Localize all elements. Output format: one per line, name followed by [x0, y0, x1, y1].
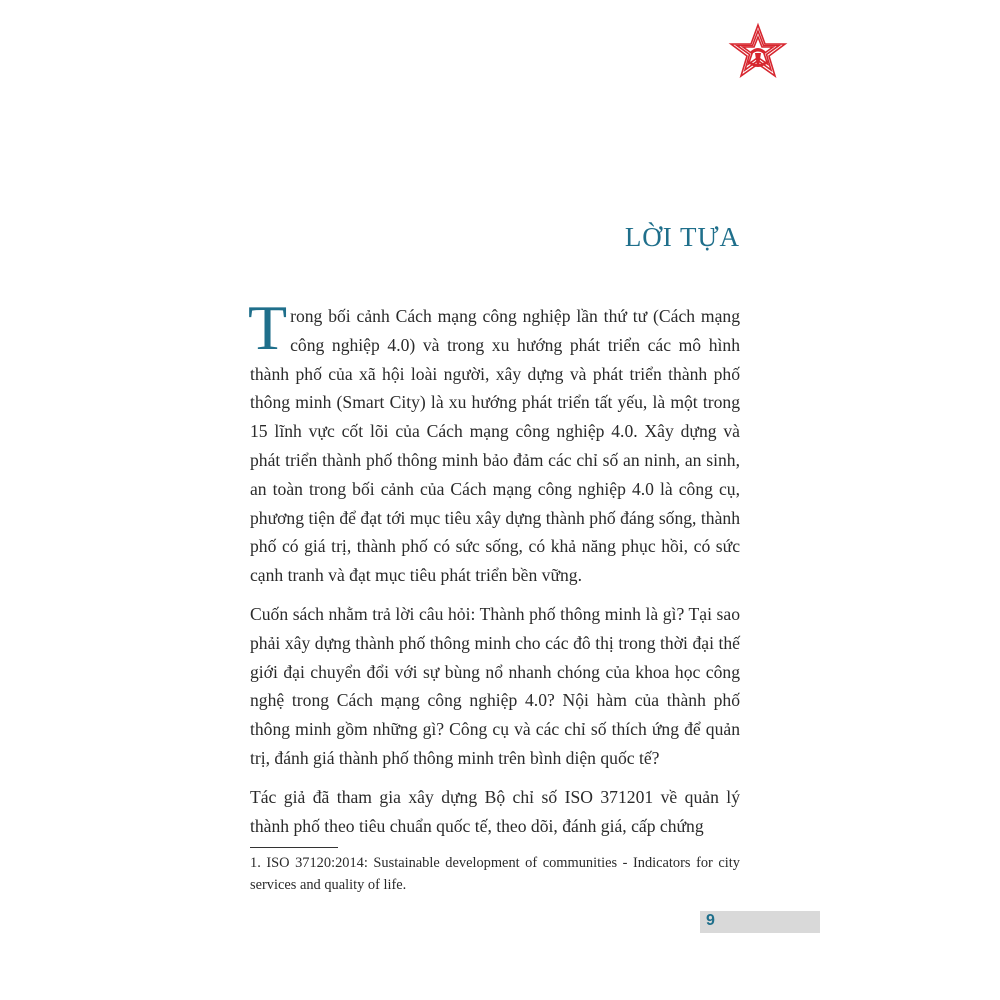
paragraph-2: Cuốn sách nhằm trả lời câu hỏi: Thành phố thông minh là gì? Tại sao phải xây dựng thành phố thông minh cho các đô thị trong thời đại thế giới đại chuyển đổi với sự bùng nổ nhanh chóng của khoa học công nghệ trong Cách mạng công nghiệp 4.0? Nội hàm của thành phố thông minh gồm những gì? Công cụ và các chỉ số thích ứng để quản trị, đánh giá thành phố thông minh trên bình diện quốc tế? — [250, 603, 740, 768]
paragraph-1-text: rong bối cảnh Cách mạng công nghiệp lần thứ tư (Cách mạng công nghiệp 4.0) và trong xu hướng phát triển các mô hình thành phố của xã hội loài người, xây dựng và phát triển thành phố thông minh (Smart City) là xu hướng phát triển tất yếu, là một trong 15 lĩnh vực cốt lõi của Cách mạng công nghiệp 4.0. Xây dựng và phát triển thành phố thông minh bảo đảm các chỉ số an ninh, an sinh, an toàn trong bối cảnh của Cách mạng công nghiệp 4.0 là công cụ, phương tiện để đạt tới mục tiêu xây dựng thành phố đáng sống, thành phố có giá trị, thành phố có sức sống, có khả năng phục hồi, có sức cạnh tranh và đạt mục tiêu phát triển bền vững. — [250, 306, 740, 586]
footnote-divider — [250, 847, 338, 848]
body-text — [248, 292, 740, 850]
page-number: 9 — [706, 912, 715, 929]
drop-cap: T — [248, 292, 288, 363]
publisher-logo — [728, 22, 788, 82]
page-number-bar — [700, 911, 820, 933]
page-title: LỜI TỰA — [624, 222, 740, 252]
red-star-emblem-icon — [728, 22, 788, 82]
paragraph-1 — [248, 292, 740, 590]
paragraph-3: Tác giả đã tham gia xây dựng Bộ chỉ số ISO 371201 về quản lý thành phố theo tiêu chuẩn quốc tế, theo dõi, đánh giá, cấp chứng — [250, 786, 740, 836]
footnote: 1. ISO 37120:2014: Sustainable development of communities - Indicators for city services and quality of life. — [250, 855, 740, 893]
